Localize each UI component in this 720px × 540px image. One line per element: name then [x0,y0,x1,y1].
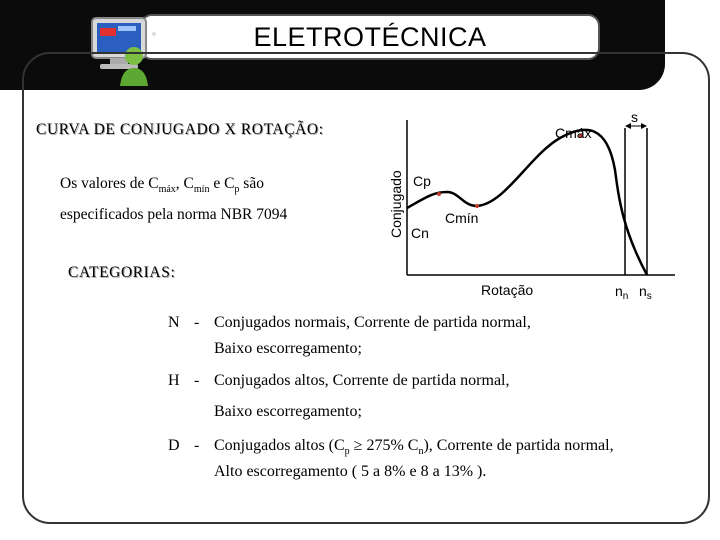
category-h-line1: Conjugados altos, Corrente de partida normal, [214,372,510,389]
category-d-line1: Conjugados altos ($C_p \ge 275\%$ $C_n$), Corrente de partida normal, [214,437,614,458]
ns-label: $n_s$ [639,283,652,302]
category-h-code: H [168,372,180,389]
categories-title: CATEGORIAS: [68,264,176,281]
cp-label: Cp [413,173,431,189]
cmax-label: Cmáx [555,125,592,141]
category-h-line2: Baixo escorregamento; [214,403,362,420]
slip-arrow-head-right [641,123,647,129]
cmin-label: Cmín [445,210,479,226]
category-dash: - [194,314,200,331]
y-axis-label: Conjugado [388,170,404,238]
cp-point [437,192,441,196]
torque-curve [407,130,647,275]
nn-label: $n_n$ [615,283,629,302]
page-title: ELETROTÉCNICA [140,14,600,60]
category-n-line1: Conjugados normais, Corrente de partida normal, [214,314,531,331]
category-n-line2: Baixo escorregamento; [214,340,362,357]
category-d-row [168,437,614,457]
category-n-row [168,314,531,332]
category-dash: - [194,372,200,389]
category-h-row [168,372,509,390]
cn-label: Cn [411,225,429,241]
s-label: s [631,110,638,125]
category-dash: - [194,437,200,454]
category-d-line2: Alto escorregamento ( 5 a 8% e 8 a 13% ). [214,463,487,480]
x-axis-label: Rotação [481,282,534,298]
torque-speed-diagram [355,110,685,310]
category-n-code: N [168,314,180,331]
category-d-code: D [168,437,180,454]
section-title: CURVA DE CONJUGADO X ROTAÇÃO: [36,121,324,138]
norm-note: Os valores de $C_{máx}$, $C_{mín}$ e $C_p$ são especificados pela norma NBR 7094 [60,175,288,224]
cmin-point [475,204,479,208]
